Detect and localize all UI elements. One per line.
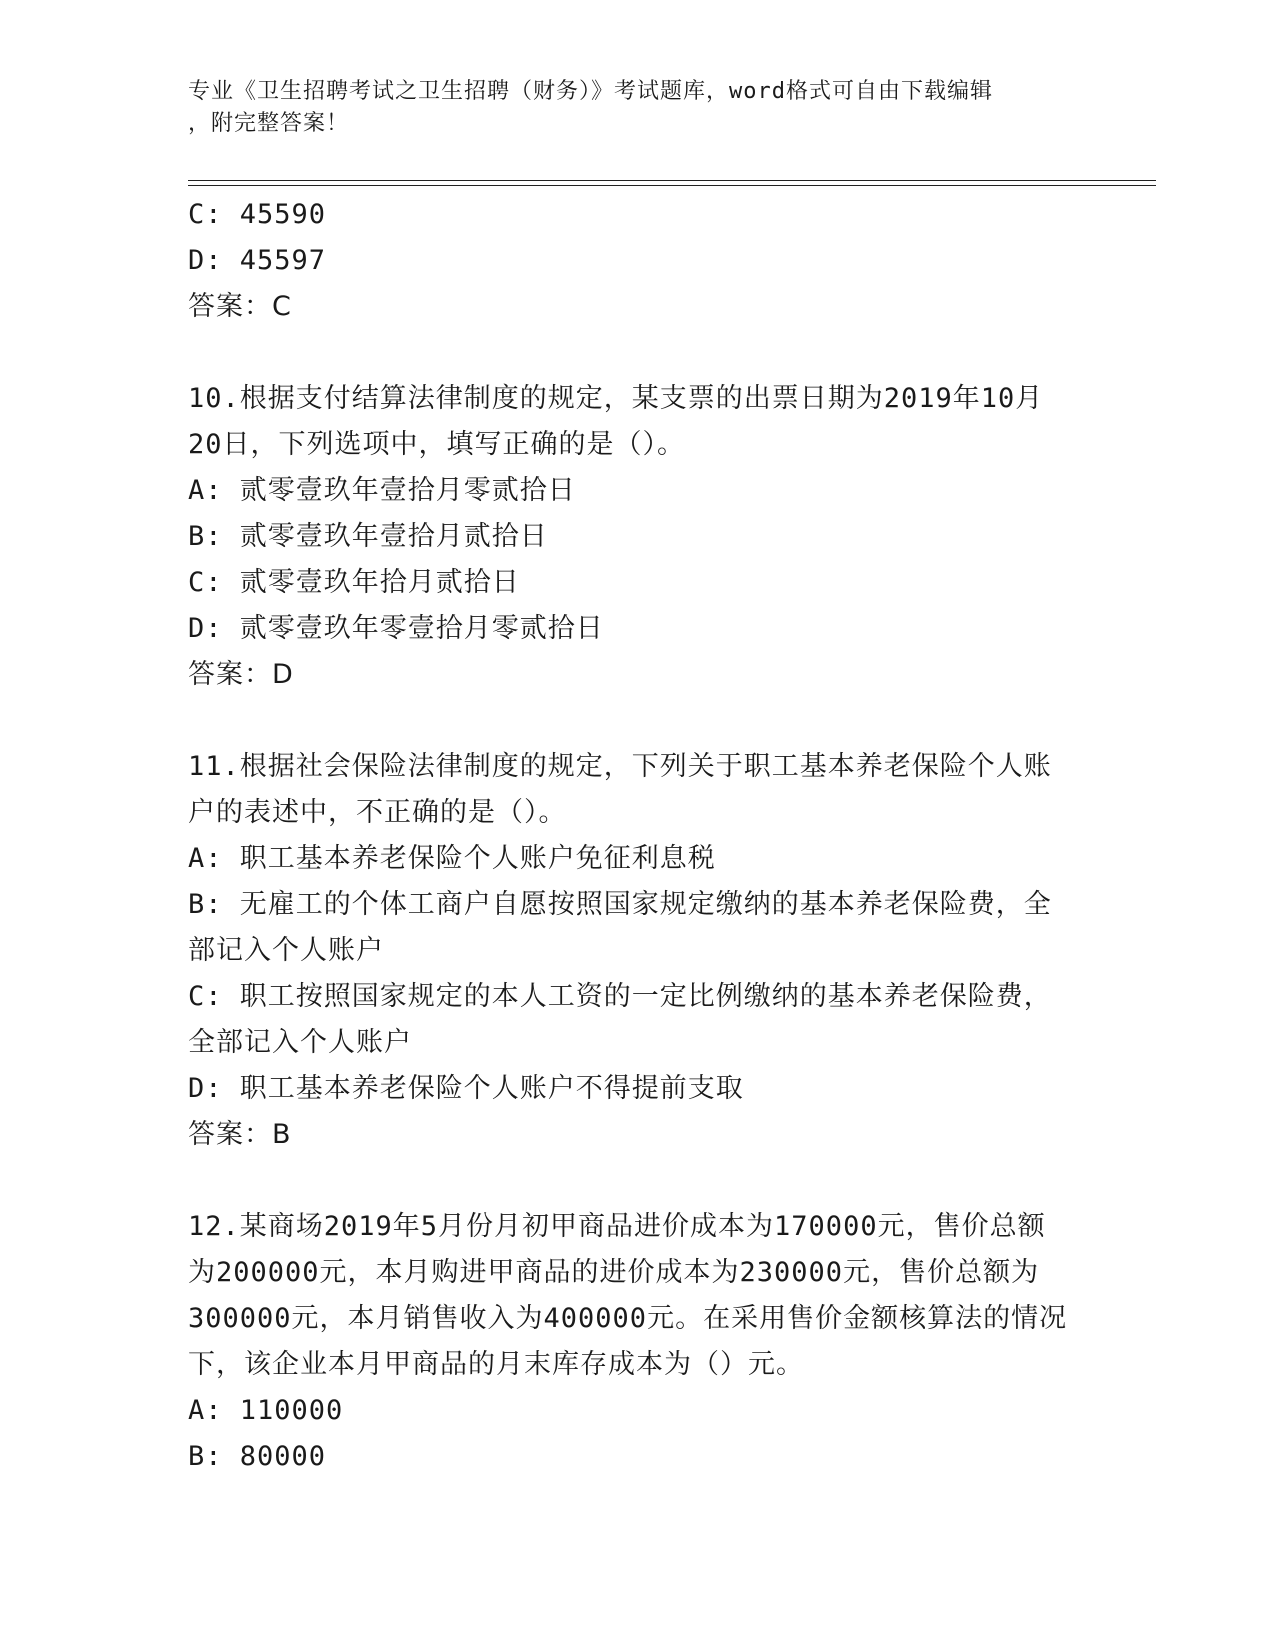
option-d: D: 职工基本养老保险个人账户不得提前支取 (188, 1073, 744, 1104)
option-a: A: 职工基本养老保险个人账户免征利息税 (188, 843, 716, 874)
document-body (188, 192, 1088, 1480)
question-text-line: 下，该企业本月甲商品的月末库存成本为（）元。 (188, 1349, 804, 1380)
option-b-continued: 部记入个人账户 (188, 935, 384, 966)
option-c: C: 贰零壹玖年拾月贰拾日 (188, 567, 520, 598)
question-text-line: 为200000元，本月购进甲商品的进价成本为230000元，售价总额为 (188, 1257, 1040, 1288)
option-d: D: 45597 (188, 245, 327, 276)
previous-question-tail (188, 192, 1088, 330)
option-a: A: 贰零壹玖年壹拾月零贰拾日 (188, 475, 576, 506)
question-text-line: 户的表述中，不正确的是（）。 (188, 797, 567, 828)
document-header (188, 76, 1068, 140)
header-line-2: ，附完整答案！ (188, 111, 350, 136)
question-10 (188, 376, 1088, 698)
question-11 (188, 744, 1088, 1158)
option-c: C: 45590 (188, 199, 327, 230)
option-c-continued: 全部记入个人账户 (188, 1027, 412, 1058)
option-b: B: 无雇工的个体工商户自愿按照国家规定缴纳的基本养老保险费，全 (188, 889, 1052, 920)
option-d: D: 贰零壹玖年零壹拾月零贰拾日 (188, 613, 604, 644)
header-rule-bottom (188, 185, 1156, 186)
question-text-line: 20日，下列选项中，填写正确的是（）。 (188, 429, 686, 460)
header-rule-top (188, 180, 1156, 181)
question-text-line: 10.根据支付结算法律制度的规定，某支票的出票日期为2019年10月 (188, 383, 1044, 414)
question-12 (188, 1204, 1088, 1480)
question-text-line: 12.某商场2019年5月份月初甲商品进价成本为170000元，售价总额 (188, 1211, 1046, 1242)
answer-label: 答案：C (188, 291, 292, 322)
answer-label: 答案：B (188, 1119, 292, 1150)
question-text-line: 300000元，本月销售收入为400000元。在采用售价金额核算法的情况 (188, 1303, 1068, 1334)
question-text-line: 11.根据社会保险法律制度的规定，下列关于职工基本养老保险个人账 (188, 751, 1052, 782)
option-b: B: 80000 (188, 1441, 327, 1472)
option-b: B: 贰零壹玖年壹拾月贰拾日 (188, 521, 548, 552)
header-line-1: 专业《卫生招聘考试之卫生招聘（财务）》考试题库，word格式可自由下载编辑 (188, 79, 993, 104)
option-a: A: 110000 (188, 1395, 344, 1426)
answer-label: 答案：D (188, 659, 294, 690)
option-c: C: 职工按照国家规定的本人工资的一定比例缴纳的基本养老保险费， (188, 981, 1052, 1012)
